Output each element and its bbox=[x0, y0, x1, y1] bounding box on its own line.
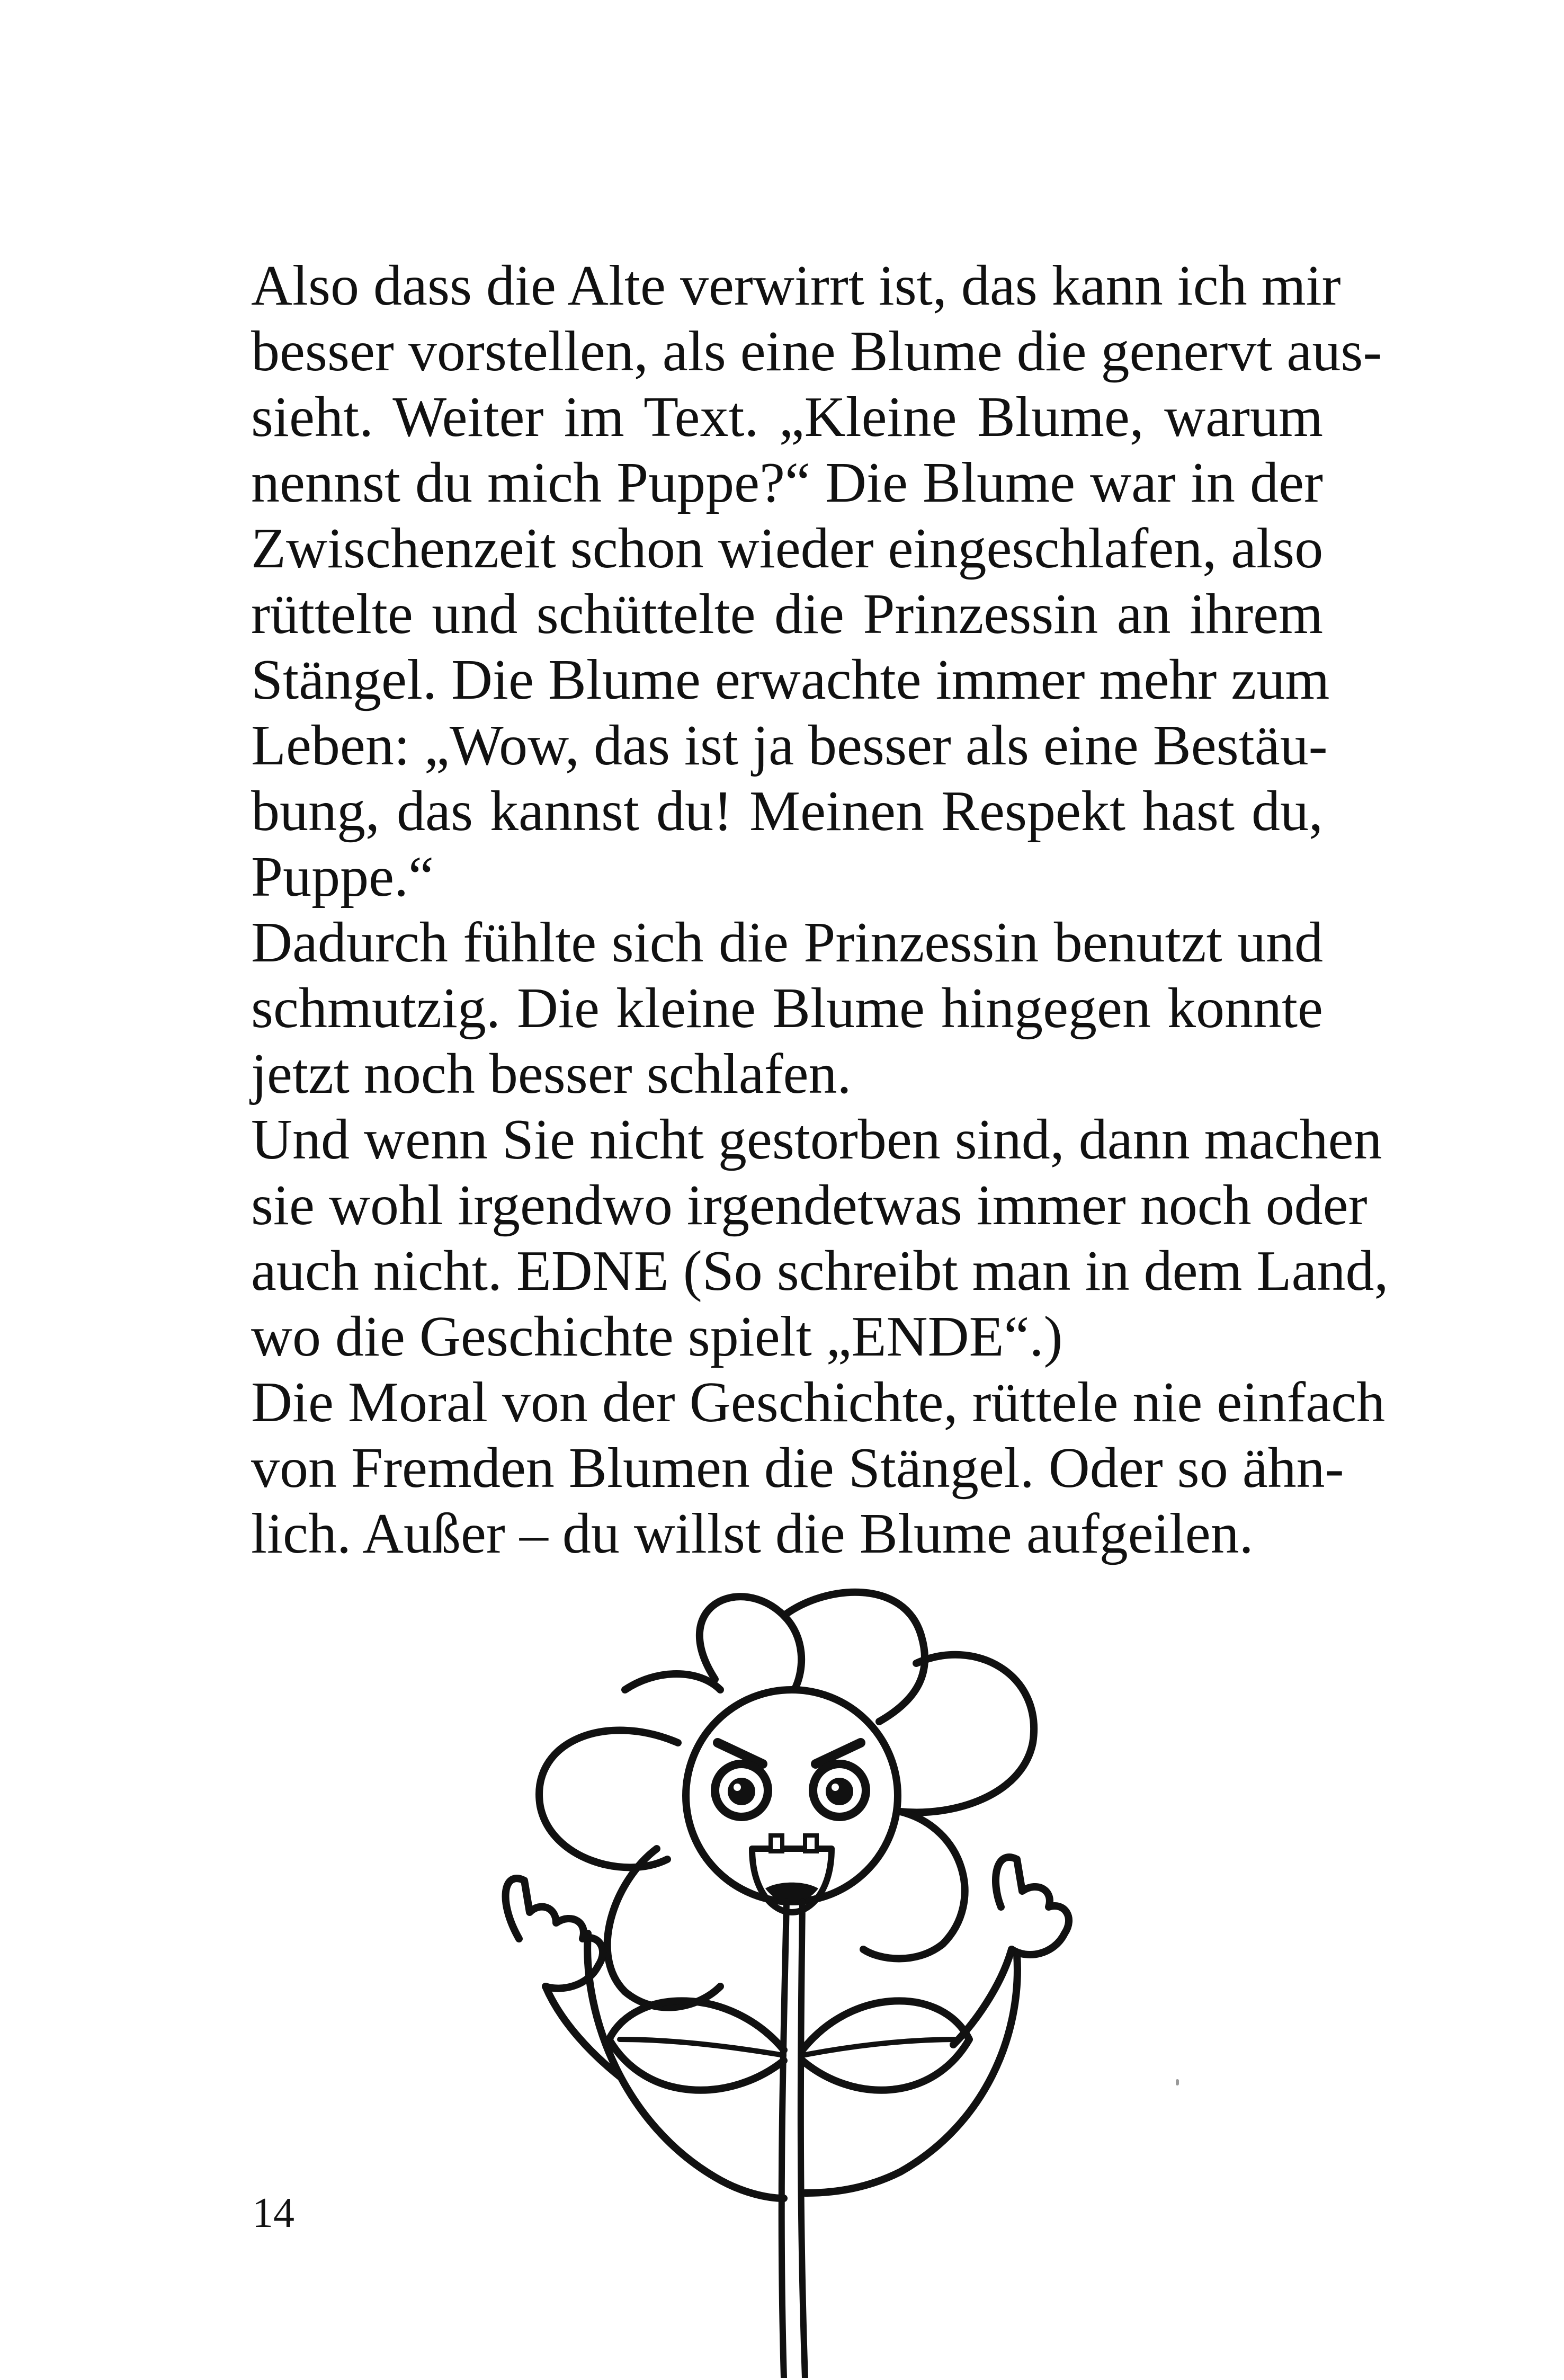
text-line: besser vorstellen, als eine Blume die genervt aus- bbox=[251, 320, 1382, 383]
paragraph-3 bbox=[251, 1107, 1389, 1370]
text-line: nennst du mich Puppe?“ Die Blume war in der bbox=[251, 451, 1323, 514]
text-line: Puppe.“ bbox=[251, 845, 434, 908]
text-line: schmutzig. Die kleine Blume hingegen konnte bbox=[251, 977, 1323, 1040]
text-line: auch nicht. EDNE (So schreibt man in dem Land, bbox=[251, 1240, 1389, 1303]
text-line: Die Moral von der Geschichte, rüttele nie einfach bbox=[251, 1371, 1386, 1434]
text-line: Leben: „Wow, das ist ja besser als eine Bestäu- bbox=[251, 714, 1328, 777]
paragraph-4 bbox=[251, 1370, 1386, 1567]
paragraph-2 bbox=[251, 910, 1323, 1107]
text-line: Und wenn Sie nicht gestorben sind, dann machen bbox=[251, 1108, 1382, 1171]
body-outline bbox=[587, 1933, 784, 2198]
text-line: lich. Außer – du willst die Blume aufgeilen. bbox=[251, 1502, 1254, 1565]
speck bbox=[1176, 2079, 1179, 2085]
page-number: 14 bbox=[252, 2190, 294, 2236]
text-line: Zwischenzeit schon wieder eingeschlafen, also bbox=[251, 517, 1324, 580]
text-line: jetzt noch besser schlafen. bbox=[251, 1042, 852, 1106]
text-line: Also dass die Alte verwirrt ist, das kann ich mir bbox=[251, 254, 1341, 317]
petal-lower-right bbox=[863, 1812, 965, 1959]
text-line: wo die Geschichte spielt „ENDE“.) bbox=[251, 1305, 1063, 1368]
body-text bbox=[251, 253, 1389, 1567]
text-line: Dadurch fühlte sich die Prinzessin benutzt und bbox=[251, 911, 1323, 974]
right-hand bbox=[996, 1857, 1069, 1955]
angry-flower-drawing-icon bbox=[466, 1584, 1155, 2378]
text-line: sieht. Weiter im Text. „Kleine Blume, warum bbox=[251, 386, 1323, 449]
text-line: sie wohl irgendwo irgendetwas immer noch oder bbox=[251, 1174, 1368, 1237]
text-line: rüttelte und schüttelte die Prinzessin an ihrem bbox=[251, 583, 1323, 646]
petal-lower-left bbox=[607, 1849, 720, 2008]
text-line: von Fremden Blumen die Stängel. Oder so ähn- bbox=[251, 1437, 1344, 1500]
petal-arc bbox=[625, 1674, 720, 1690]
stem bbox=[782, 1902, 787, 2378]
text-line: Stängel. Die Blume erwachte immer mehr zum bbox=[251, 648, 1330, 711]
text-line: bung, das kannst du! Meinen Respekt hast du, bbox=[251, 780, 1323, 843]
paragraph-1 bbox=[251, 253, 1382, 910]
